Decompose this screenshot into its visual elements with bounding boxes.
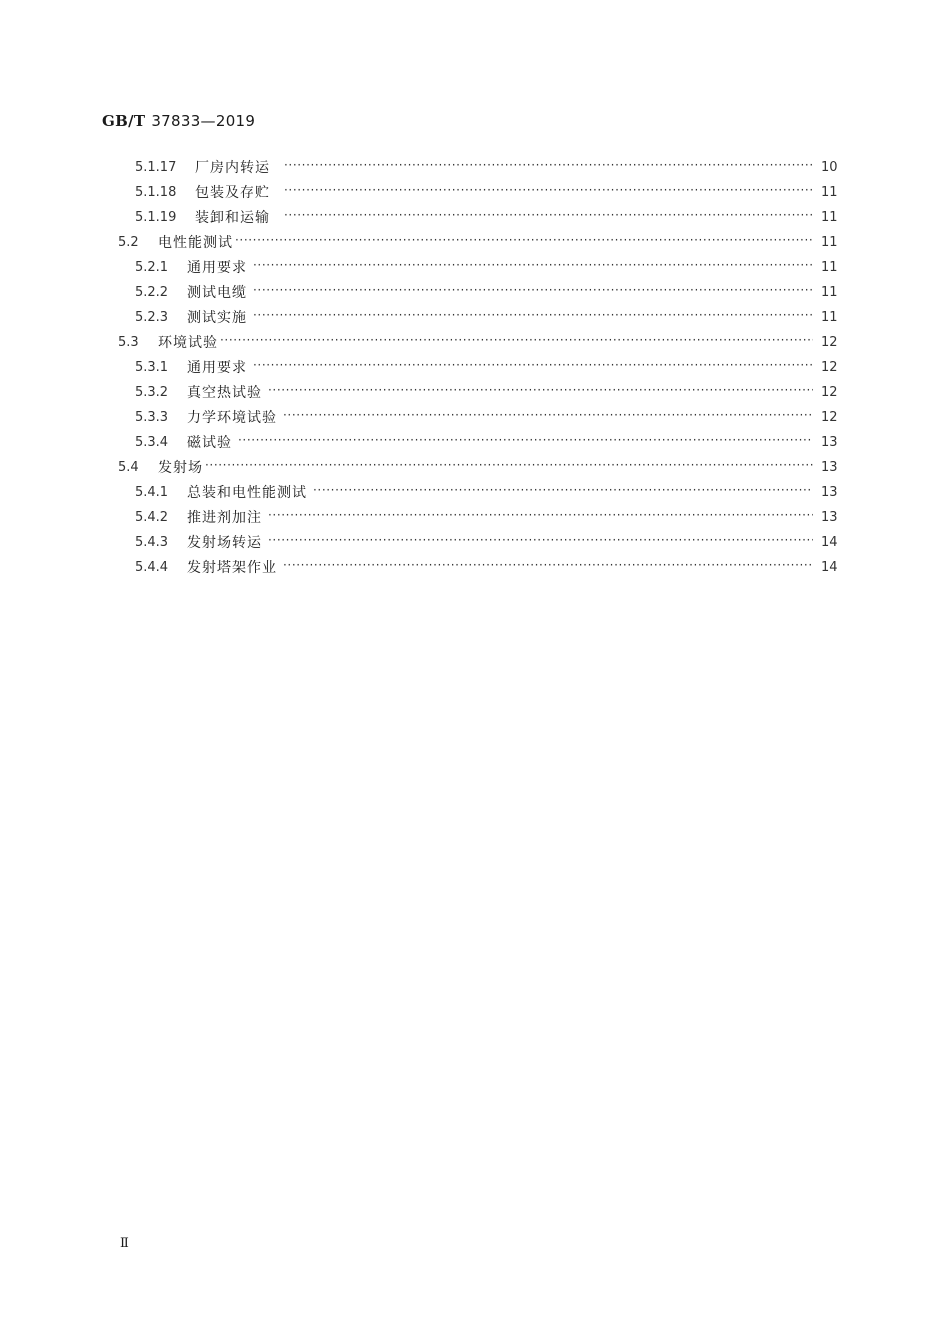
toc-leader-dots bbox=[284, 157, 813, 177]
toc-entry-page: 14 bbox=[821, 534, 838, 550]
toc-entry-number: 5.3 bbox=[118, 334, 139, 350]
toc-entry-number: 5.2.2 bbox=[135, 284, 169, 300]
toc-entry-number: 5.3.4 bbox=[135, 434, 169, 450]
toc-entry[interactable] bbox=[135, 282, 837, 302]
toc-entry-title: 通用要求 bbox=[187, 360, 247, 376]
document-header bbox=[102, 112, 255, 130]
toc-entry[interactable] bbox=[135, 257, 837, 277]
toc-leader-dots bbox=[253, 282, 813, 302]
toc-leader-dots bbox=[268, 507, 813, 527]
toc-entry-page: 14 bbox=[821, 559, 838, 575]
toc-leader-dots bbox=[235, 232, 813, 252]
toc-entry-title: 测试实施 bbox=[187, 310, 247, 326]
toc-entry-title: 环境试验 bbox=[158, 335, 218, 351]
toc-leader-dots bbox=[283, 557, 813, 577]
toc-entry-page: 12 bbox=[821, 409, 838, 425]
toc-leader-dots bbox=[268, 532, 813, 552]
toc-entry-title: 包装及存贮 bbox=[195, 185, 270, 201]
toc-entry-title: 力学环境试验 bbox=[187, 410, 277, 426]
toc-entry-page: 12 bbox=[821, 359, 838, 375]
standard-prefix: GB/T bbox=[102, 112, 146, 130]
toc-entry-page: 11 bbox=[821, 309, 838, 325]
toc-leader-dots bbox=[313, 482, 813, 502]
toc-leader-dots bbox=[253, 307, 813, 327]
toc-entry-page: 11 bbox=[821, 259, 838, 275]
toc-entry[interactable] bbox=[118, 232, 837, 252]
toc-entry-number: 5.2.3 bbox=[135, 309, 169, 325]
toc-entry[interactable] bbox=[135, 507, 837, 527]
toc-entry[interactable] bbox=[135, 532, 837, 552]
toc-entry[interactable] bbox=[135, 557, 837, 577]
toc-entry-page: 10 bbox=[821, 159, 838, 175]
toc-leader-dots bbox=[283, 407, 813, 427]
toc-entry[interactable] bbox=[135, 382, 837, 402]
toc-entry-number: 5.4 bbox=[118, 459, 139, 475]
toc-entry-number: 5.3.3 bbox=[135, 409, 169, 425]
toc-entry-title: 发射塔架作业 bbox=[187, 560, 277, 576]
toc-entry-title: 装卸和运输 bbox=[195, 210, 270, 226]
toc-leader-dots bbox=[284, 207, 813, 227]
toc-leader-dots bbox=[268, 382, 813, 402]
toc-entry-number: 5.4.1 bbox=[135, 484, 169, 500]
toc-leader-dots bbox=[284, 182, 813, 202]
toc-entry-page: 12 bbox=[821, 334, 838, 350]
toc-entry-number: 5.2 bbox=[118, 234, 139, 250]
toc-leader-dots bbox=[253, 257, 813, 277]
toc-entry-page: 13 bbox=[821, 434, 838, 450]
toc-entry[interactable] bbox=[135, 357, 837, 377]
toc-leader-dots bbox=[253, 357, 813, 377]
standard-number: 37833—2019 bbox=[151, 112, 256, 130]
toc-entry-number: 5.2.1 bbox=[135, 259, 169, 275]
toc-entry[interactable] bbox=[135, 407, 837, 427]
toc-entry-number: 5.1.18 bbox=[135, 184, 177, 200]
toc-entry[interactable] bbox=[118, 457, 837, 477]
toc-entry-number: 5.4.3 bbox=[135, 534, 169, 550]
toc-entry-page: 13 bbox=[821, 459, 838, 475]
toc-entry-title: 发射场转运 bbox=[187, 535, 262, 551]
toc-entry[interactable] bbox=[135, 432, 837, 452]
page-number-footer: Ⅱ bbox=[120, 1236, 129, 1251]
toc-leader-dots bbox=[205, 457, 813, 477]
toc-entry-title: 测试电缆 bbox=[187, 285, 247, 301]
toc-entry-title: 发射场 bbox=[158, 460, 203, 476]
toc-leader-dots bbox=[238, 432, 813, 452]
toc-entry-page: 11 bbox=[821, 209, 838, 225]
toc-entry-number: 5.3.2 bbox=[135, 384, 169, 400]
toc-entry-page: 12 bbox=[821, 384, 838, 400]
toc-entry[interactable] bbox=[135, 207, 837, 227]
toc-entry[interactable] bbox=[135, 182, 837, 202]
toc-entry[interactable] bbox=[135, 157, 837, 177]
toc-entry-number: 5.1.17 bbox=[135, 159, 177, 175]
toc-entry-title: 推进剂加注 bbox=[187, 510, 262, 526]
toc-entry-page: 11 bbox=[821, 234, 838, 250]
toc-entry-number: 5.1.19 bbox=[135, 209, 177, 225]
toc-entry-number: 5.4.4 bbox=[135, 559, 169, 575]
toc-entry-number: 5.4.2 bbox=[135, 509, 169, 525]
toc-entry-page: 13 bbox=[821, 484, 838, 500]
toc-entry-page: 13 bbox=[821, 509, 838, 525]
toc-entry-title: 总装和电性能测试 bbox=[187, 485, 307, 501]
toc-entry-title: 真空热试验 bbox=[187, 385, 262, 401]
toc-entry-number: 5.3.1 bbox=[135, 359, 169, 375]
toc-entry-page: 11 bbox=[821, 184, 838, 200]
toc-entry-title: 厂房内转运 bbox=[195, 160, 270, 176]
toc-entry-title: 电性能测试 bbox=[158, 235, 233, 251]
toc-leader-dots bbox=[220, 332, 813, 352]
toc-entry[interactable] bbox=[118, 332, 837, 352]
toc-entry-page: 11 bbox=[821, 284, 838, 300]
toc-entry[interactable] bbox=[135, 307, 837, 327]
toc-entry-title: 磁试验 bbox=[187, 435, 232, 451]
toc-entry-title: 通用要求 bbox=[187, 260, 247, 276]
toc-entry[interactable] bbox=[135, 482, 837, 502]
